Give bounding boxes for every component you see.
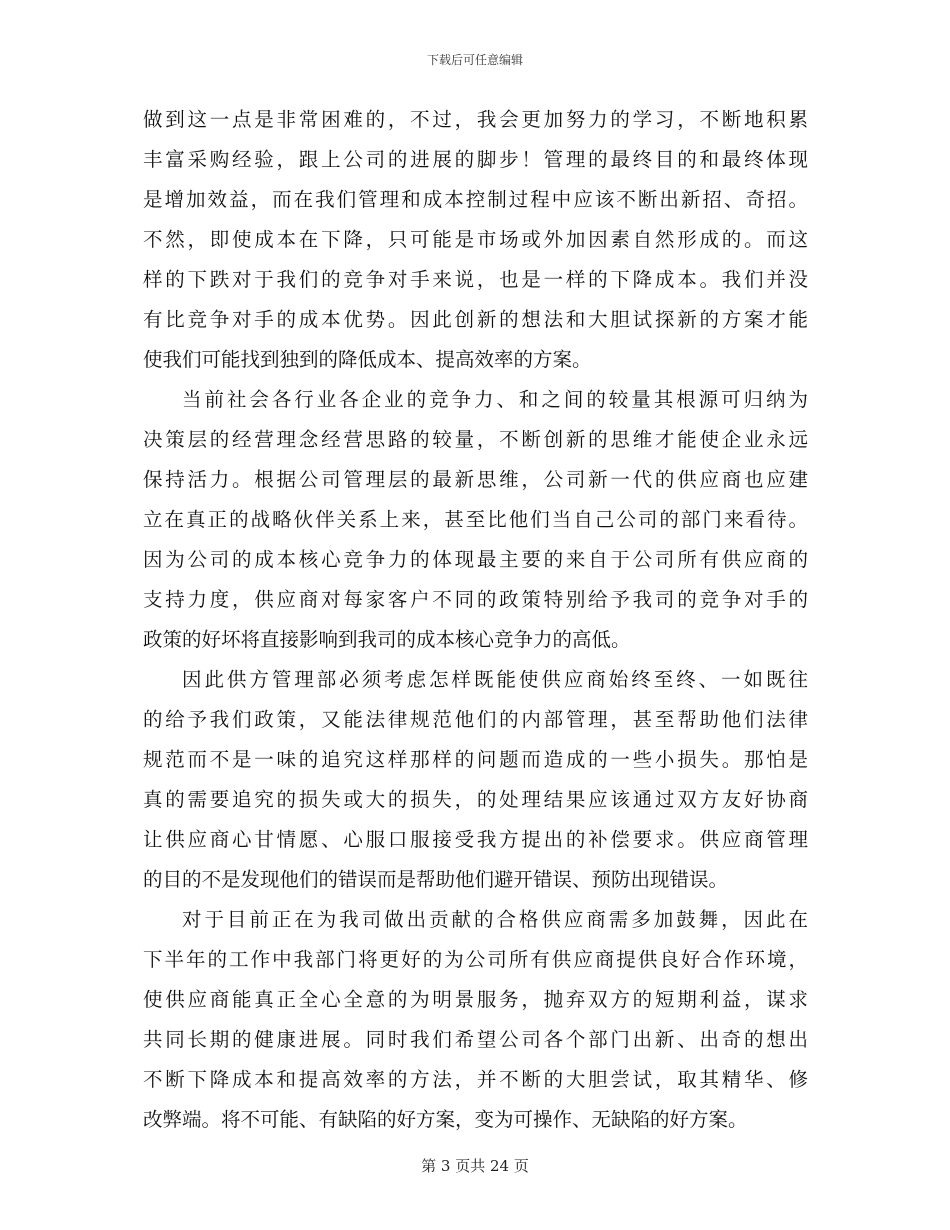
paragraph-line: 对于目前正在为我司做出贡献的合格供应商需多加鼓舞，因此在: [182, 908, 808, 931]
paragraph-line: 规范而不是一味的追究这样那样的问题而造成的一些小损失。那怕是: [143, 748, 808, 771]
document-body: [143, 100, 808, 1140]
paragraph-line: 样的下跌对于我们的竞争对手来说，也是一样的下降成本。我们并没: [143, 268, 808, 291]
paragraph-line: 支持力度，供应商对每家客户不同的政策特别给予我司的竞争对手的: [143, 588, 808, 611]
paragraph-line: 的目的不是发现他们的错误而是帮助他们避开错误、预防出现错误。: [143, 868, 729, 891]
paragraph-line: 不断下降成本和提高效率的方法，并不断的大胆尝试，取其精华、修: [143, 1068, 808, 1091]
paragraph-line: 下半年的工作中我部门将更好的为公司所有供应商提供良好合作环境，: [143, 948, 808, 971]
paragraph-line: 是增加效益，而在我们管理和成本控制过程中应该不断出新招、奇招。: [143, 188, 808, 211]
paragraph-line: 做到这一点是非常困难的，不过，我会更加努力的学习，不断地积累: [143, 108, 808, 131]
paragraph-line: 的给予我们政策，又能法律规范他们的内部管理，甚至帮助他们法律: [143, 708, 808, 731]
paragraph-2: [143, 380, 808, 660]
paragraph-line: 丰富采购经验，跟上公司的进展的脚步！管理的最终目的和最终体现: [143, 148, 808, 171]
paragraph-3: [143, 660, 808, 900]
paragraph-line: 真的需要追究的损失或大的损失，的处理结果应该通过双方友好协商: [143, 788, 808, 811]
paragraph-line: 因为公司的成本核心竞争力的体现最主要的来自于公司所有供应商的: [143, 548, 808, 571]
paragraph-4: [143, 900, 808, 1140]
paragraph-line: 使我们可能找到独到的降低成本、提高效率的方案。: [143, 348, 592, 371]
paragraph-line: 让供应商心甘情愿、心服口服接受我方提出的补偿要求。供应商管理: [143, 828, 808, 851]
page-header: 下载后可任意编辑: [426, 53, 523, 67]
paragraph-line: 有比竞争对手的成本优势。因此创新的想法和大胆试探新的方案才能: [143, 308, 808, 331]
paragraph-line: 当前社会各行业各企业的竞争力、和之间的较量其根源可归纳为: [182, 388, 808, 411]
paragraph-line: 立在真正的战略伙伴关系上来，甚至比他们当自己公司的部门来看待。: [143, 508, 808, 531]
paragraph-line: 不然，即使成本在下降，只可能是市场或外加因素自然形成的。而这: [143, 228, 808, 251]
paragraph-line: 使供应商能真正全心全意的为明景服务，抛弃双方的短期利益，谋求: [143, 988, 808, 1011]
paragraph-line: 保持活力。根据公司管理层的最新思维，公司新一代的供应商也应建: [143, 468, 808, 491]
paragraph-line: 政策的好坏将直接影响到我司的成本核心竞争力的高低。: [143, 628, 631, 651]
paragraph-1: [143, 100, 808, 380]
paragraph-line: 决策层的经营理念经营思路的较量，不断创新的思维才能使企业永远: [143, 428, 808, 451]
paragraph-line: 共同长期的健康进展。同时我们希望公司各个部门出新、出奇的想出: [143, 1028, 808, 1051]
paragraph-line: 改弊端。将不可能、有缺陷的好方案，变为可操作、无缺陷的好方案。: [143, 1108, 748, 1131]
page-number: 第 3 页共 24 页: [421, 1157, 529, 1175]
paragraph-line: 因此供方管理部必须考虑怎样既能使供应商始终至终、一如既往: [182, 668, 808, 691]
